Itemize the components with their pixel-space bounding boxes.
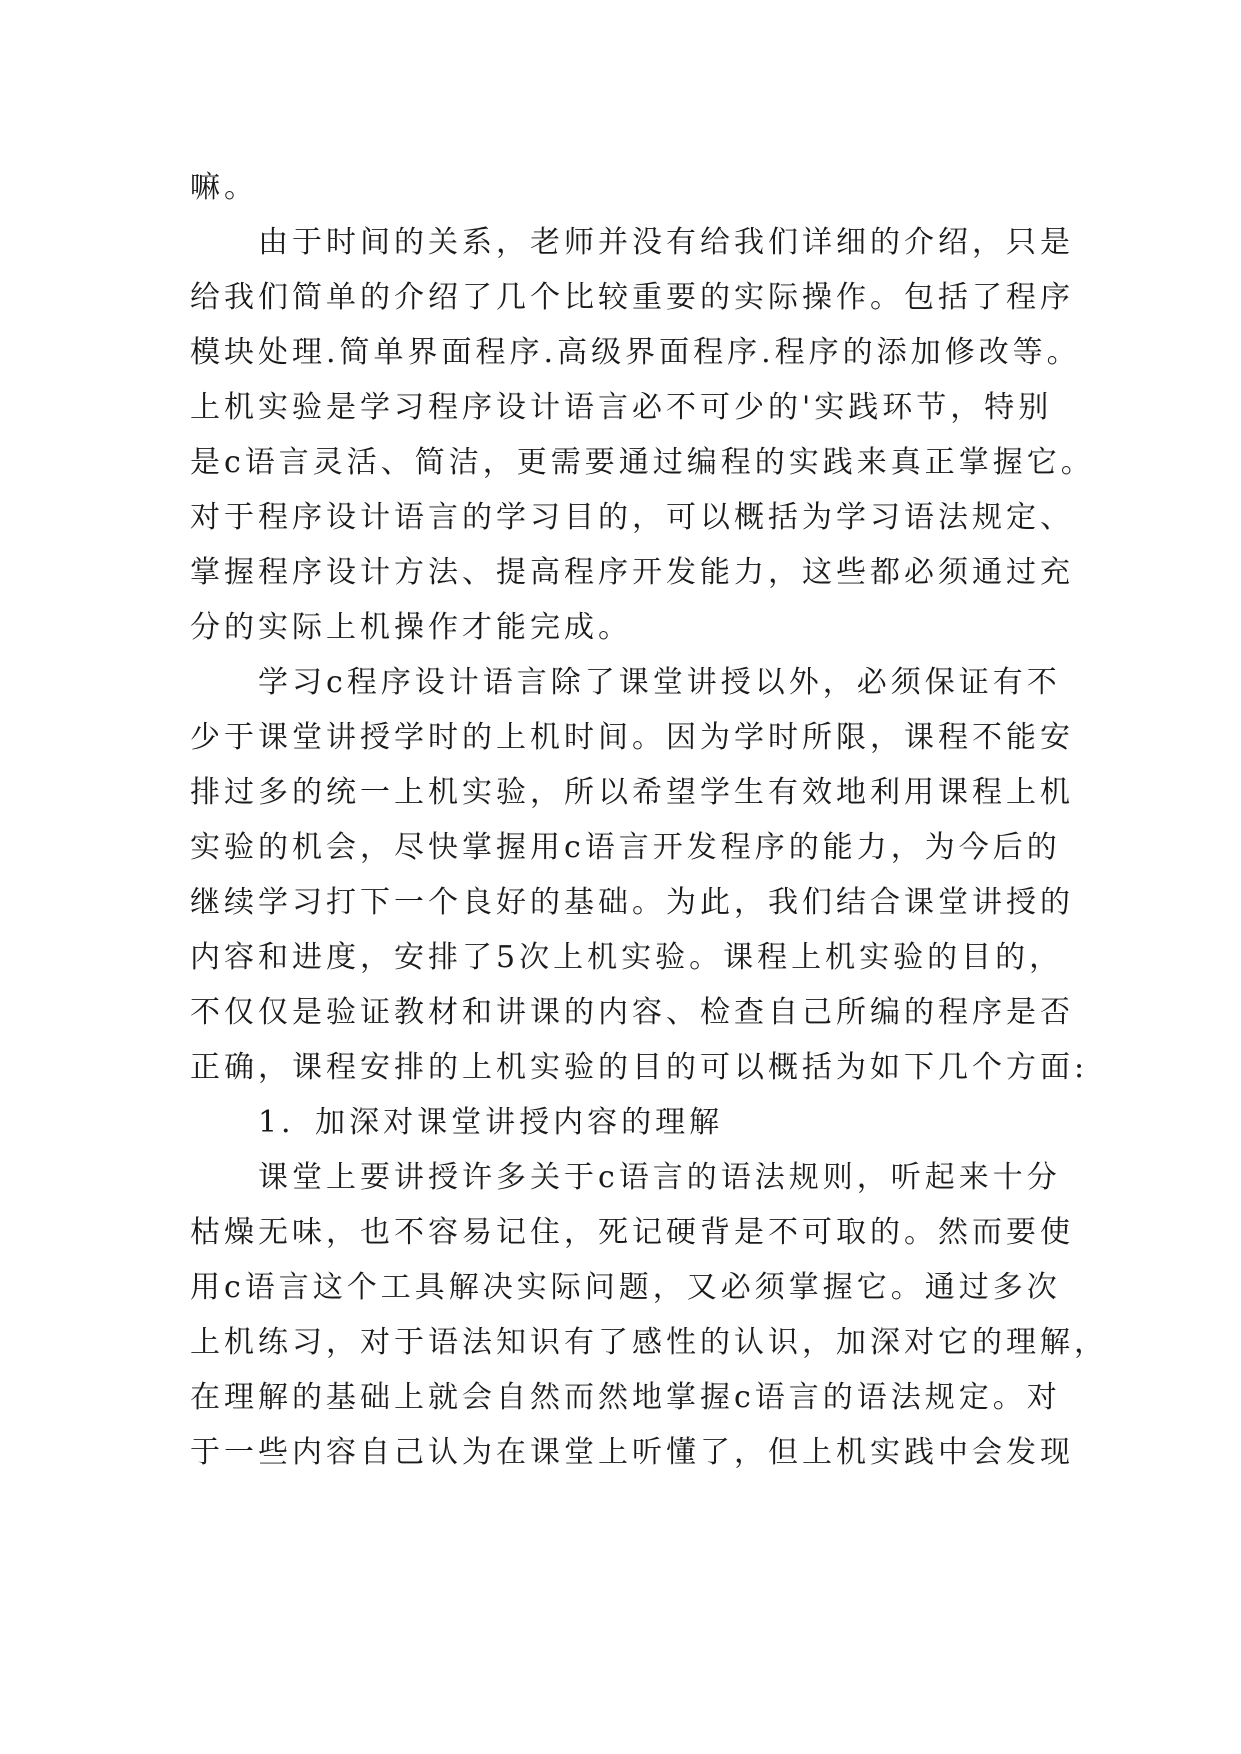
body-text: [190, 160, 1108, 1480]
text-line: 上机练习，对于语法知识有了感性的认识，加深对它的理解，: [190, 1325, 1108, 1360]
text-line: 内容和进度，安排了5次上机实验。课程上机实验的目的，: [190, 940, 1064, 975]
text-line: 对于程序设计语言的学习目的，可以概括为学习语法规定、: [190, 500, 1074, 535]
text-line: 在理解的基础上就会自然而然地掌握c语言的语法规定。对: [190, 1380, 1061, 1415]
text-line: 学习c程序设计语言除了课堂讲授以外，必须保证有不: [190, 665, 1061, 700]
text-line: 正确，课程安排的上机实验的目的可以概括为如下几个方面:: [190, 1050, 1089, 1085]
text-line: 少于课堂讲授学时的上机时间。因为学时所限，课程不能安: [190, 720, 1074, 755]
text-line: 用c语言这个工具解决实际问题，又必须掌握它。通过多次: [190, 1270, 1061, 1305]
text-line: 掌握程序设计方法、提高程序开发能力，这些都必须通过充: [190, 555, 1074, 590]
text-line: 由于时间的关系，老师并没有给我们详细的介绍，只是: [190, 225, 1074, 260]
text-line: 课堂上要讲授许多关于c语言的语法规则，听起来十分: [190, 1160, 1061, 1195]
text-line: 模块处理.简单界面程序.高级界面程序.程序的添加修改等。: [190, 335, 1081, 370]
text-line: 继续学习打下一个良好的基础。为此，我们结合课堂讲授的: [190, 885, 1074, 920]
text-line: 1．加深对课堂讲授内容的理解: [190, 1105, 724, 1140]
text-line: 不仅仅是验证教材和讲课的内容、检查自己所编的程序是否: [190, 995, 1074, 1030]
text-line: 是c语言灵活、简洁，更需要通过编程的实践来真正掌握它。: [190, 445, 1095, 480]
text-line: 给我们简单的介绍了几个比较重要的实际操作。包括了程序: [190, 280, 1074, 315]
text-line: 实验的机会，尽快掌握用c语言开发程序的能力，为今后的: [190, 830, 1061, 865]
text-line: 嘛。: [190, 170, 258, 205]
text-line: 排过多的统一上机实验，所以希望学生有效地利用课程上机: [190, 775, 1074, 810]
text-line: 上机实验是学习程序设计语言必不可少的'实践环节，特别: [190, 390, 1053, 425]
text-line: 枯燥无味，也不容易记住，死记硬背是不可取的。然而要使: [190, 1215, 1074, 1250]
text-line: 于一些内容自己认为在课堂上听懂了，但上机实践中会发现: [190, 1435, 1074, 1470]
text-line: 分的实际上机操作才能完成。: [190, 610, 632, 645]
